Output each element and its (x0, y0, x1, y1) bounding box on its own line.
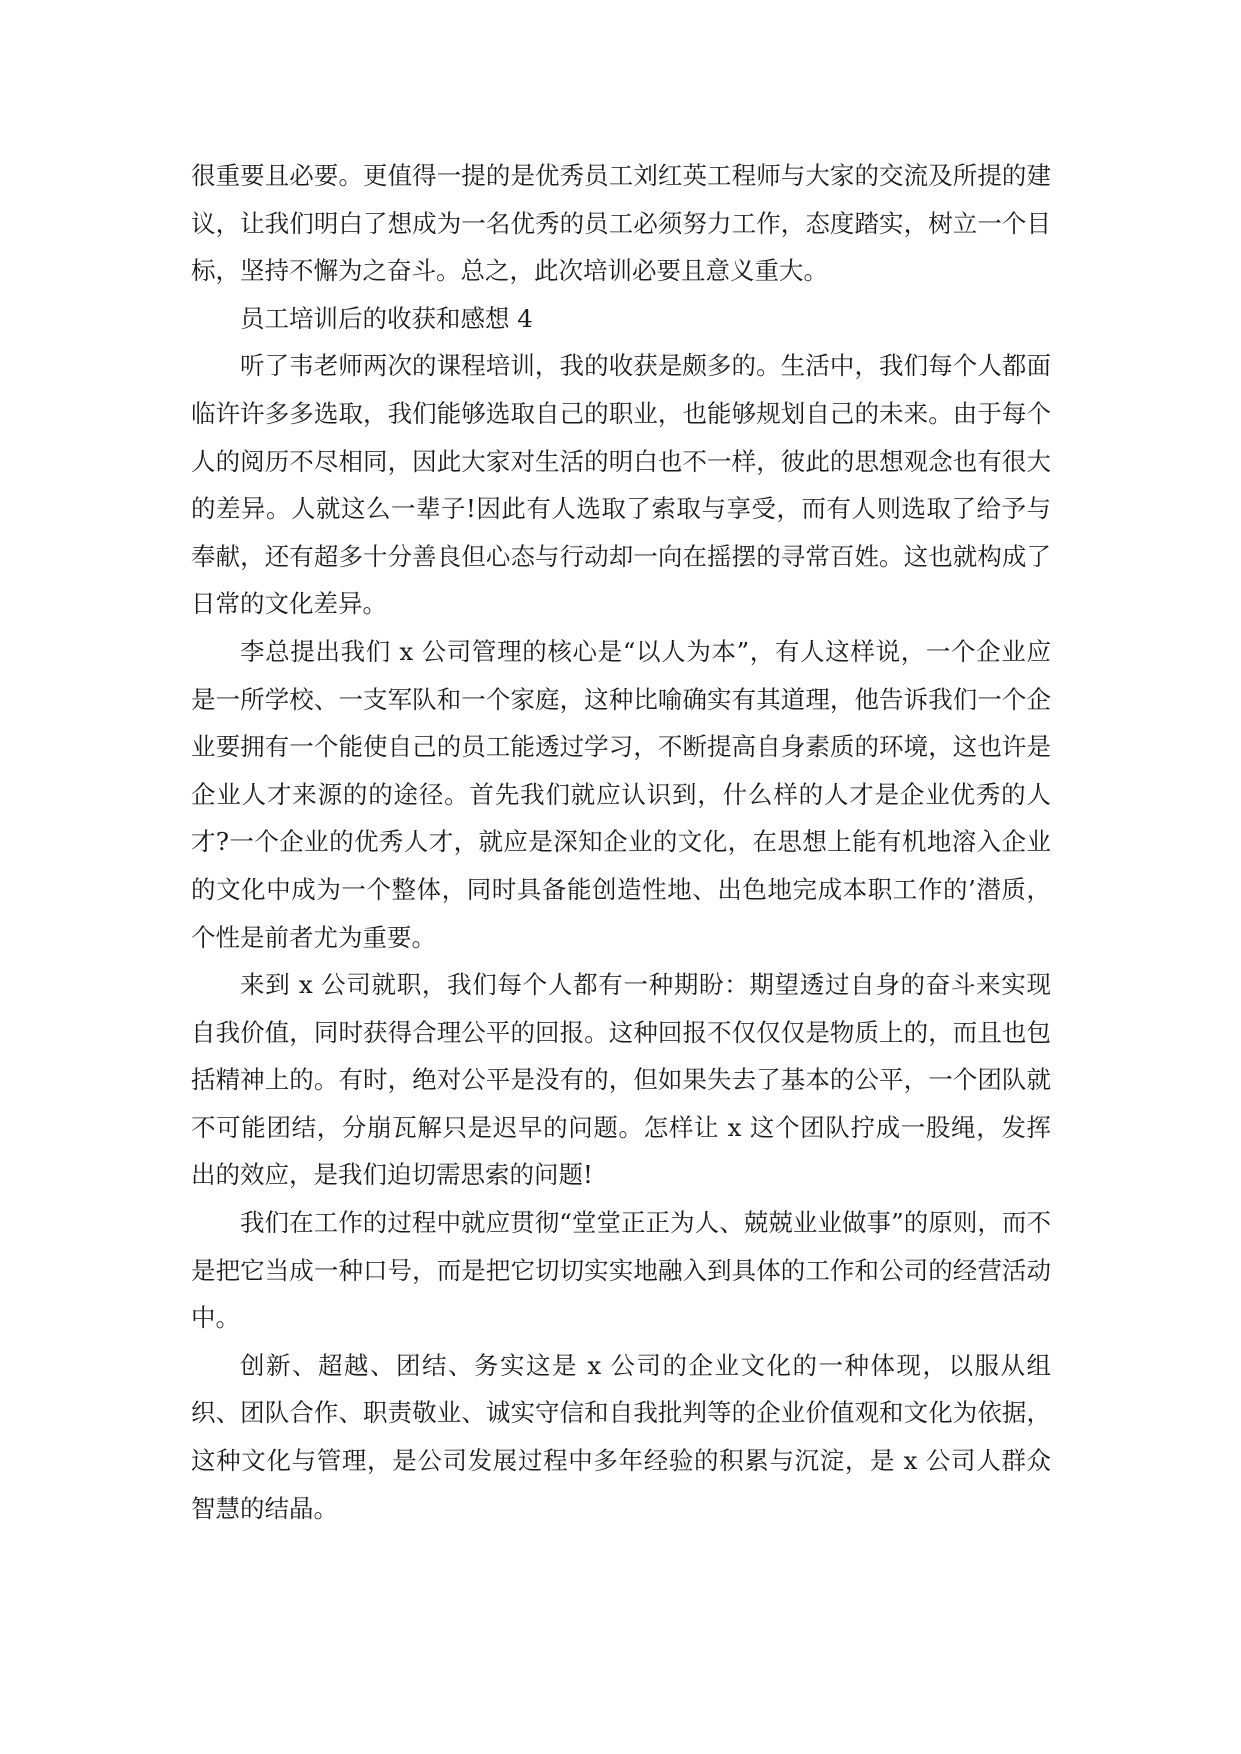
section-heading: 员工培训后的收获和感想 4 (240, 303, 533, 333)
body-paragraph: 听了韦老师两次的课程培训，我的收获是颇多的。生活中，我们每个人都面临许许多多选取，我们能够选取自己的职业，也能够规划自己的未来。由于每个人的阅历不尽相同，因此大家对生活的明白也不一样，彼此的思想观念也有很大的差异。人就这么一辈子!因此有人选取了索取与享受，而有人则选取了给予与奉献，还有超多十分善良但心态与行动却一向在摇摆的寻常百姓。这也就构成了日常的文化差异。 (191, 351, 1051, 619)
continuation-paragraph: 很重要且必要。更值得一提的是优秀员工刘红英工程师与大家的交流及所提的建议，让我们明白了想成为一名优秀的员工必须努力工作，态度踏实，树立一个目标，坚持不懈为之奋斗。总之，此次培训必要且意义重大。 (191, 161, 1051, 286)
document-page (191, 152, 1051, 1532)
body-paragraph: 来到 x 公司就职，我们每个人都有一种期盼：期望透过自身的奋斗来实现自我价值，同时获得合理公平的回报。这种回报不仅仅仅是物质上的，而且也包括精神上的。有时，绝对公平是没有的，但如果失去了基本的公平，一个团队就不可能团结，分崩瓦解只是迟早的问题。怎样让 x 这个团队拧成一股绳，发挥出的效应，是我们迫切需思索的问题! (191, 970, 1051, 1190)
body-paragraph: 创新、超越、团结、务实这是 x 公司的企业文化的一种体现，以服从组织、团队合作、职责敬业、诚实守信和自我批判等的企业价值观和文化为依据，这种文化与管理，是公司发展过程中多年经验的积累与沉淀，是 x 公司人群众智慧的结晶。 (191, 1350, 1051, 1523)
body-paragraph: 李总提出我们 x 公司管理的核心是“以人为本”，有人这样说，一个企业应是一所学校、一支军队和一个家庭，这种比喻确实有其道理，他告诉我们一个企业要拥有一个能使自己的员工能透过学习，不断提高自身素质的环境，这也许是企业人才来源的的途径。首先我们就应认识到，什么样的人才是企业优秀的人才?一个企业的优秀人才，就应是深知企业的文化，在思想上能有机地溶入企业的文化中成为一个整体，同时具备能创造性地、出色地完成本职工作的’潜质，个性是前者尤为重要。 (191, 636, 1051, 952)
body-paragraph: 我们在工作的过程中就应贯彻“堂堂正正为人、兢兢业业做事”的原则，而不是把它当成一种口号，而是把它切切实实地融入到具体的工作和公司的经营活动中。 (191, 1208, 1051, 1333)
